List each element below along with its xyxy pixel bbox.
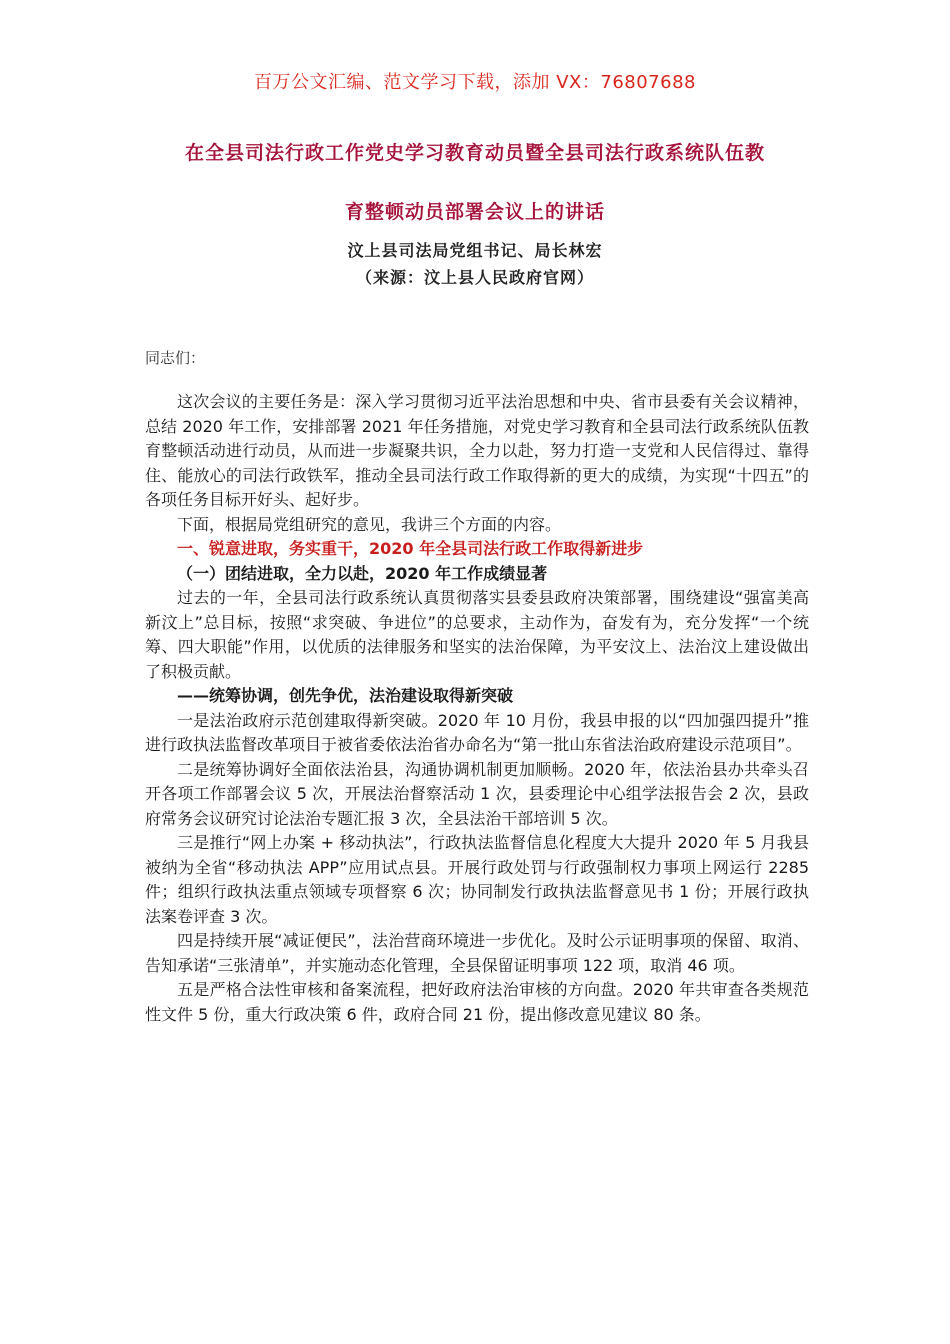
topic-heading-rule-of-law: ——统筹协调，创先争优，法治建设取得新突破 bbox=[177, 686, 514, 705]
paragraph-item-2: 二是统筹协调好全面依法治县，沟通协调机制更加顺畅。2020 年，依法治县办共牵头召开各项工作部署会议 5 次，开展法治督察活动 1 次，县委理论中心组学法报告会 2 次，县政府常务会议研究讨论法治专题汇报 3 次，全县法治干部培训 5 次。 bbox=[145, 759, 809, 828]
source-line: （来源：汶上县人民政府官网） bbox=[355, 268, 594, 287]
salutation: 同志们： bbox=[145, 349, 206, 367]
document-title-line-1: 在全县司法行政工作党史学习教育动员暨全县司法行政系统队伍教 bbox=[184, 142, 765, 164]
paragraph-outline: 下面，根据局党组研究的意见，我讲三个方面的内容。 bbox=[177, 514, 562, 534]
watermark-header: 百万公文汇编、范文学习下载，添加 VX：76807688 bbox=[254, 72, 696, 93]
paragraph-item-4: 四是持续开展“减证便民”，法治营商环境进一步优化。及时公示证明事项的保留、取消、告知承诺“三张清单”，并实施动态化管理，全县保留证明事项 122 项，取消 46 项。 bbox=[145, 931, 809, 975]
paragraph-item-1: 一是法治政府示范创建取得新突破。2020 年 10 月份，我县申报的以“四加强四提升”推进行政执法监督改革项目于被省委依法治省办命名为“第一批山东省法治政府建设示范项目”。 bbox=[145, 710, 809, 754]
author-line: 汶上县司法局党组书记、局长林宏 bbox=[347, 241, 603, 260]
subsection-heading-1: （一）团结进取，全力以赴，2020 年工作成绩显著 bbox=[177, 563, 548, 583]
section-heading-1: 一、锐意进取，务实重干，2020 年全县司法行政工作取得新进步 bbox=[177, 539, 644, 558]
paragraph-review: 过去的一年，全县司法行政系统认真贯彻落实县委县政府决策部署，围绕建设“强富美高新汶上”总目标，按照“求突破、争进位”的总要求，主动作为，奋发有为，充分发挥“一个统筹、四大职能”作用，以优质的法律服务和坚实的法治保障，为平安汶上、法治汶上建设做出了积极贡献。 bbox=[145, 588, 809, 681]
document-body bbox=[145, 390, 809, 1027]
paragraph-item-3: 三是推行“网上办案 + 移动执法”，行政执法监督信息化程度大大提升 2020 年 5 月我县被纳为全省“移动执法 APP”应用试点县。开展行政处罚与行政强制权力事项上网运行 2285 件；组织行政执法重点领域专项督察 6 次；协同制发行政执法监督意见书 1 份；开展行政执法案卷评查 3 次。 bbox=[145, 833, 809, 926]
paragraph-item-5: 五是严格合法性审核和备案流程，把好政府法治审核的方向盘。2020 年共审查各类规范性文件 5 份，重大行政决策 6 件，政府合同 21 份，提出修改意见建议 80 条。 bbox=[145, 980, 809, 1024]
paragraph-intro: 这次会议的主要任务是：深入学习贯彻习近平法治思想和中央、省市县委有关会议精神，总结 2020 年工作，安排部署 2021 年任务措施，对党史学习教育和全县司法行政系统队伍教育整顿活动进行动员，从而进一步凝聚共识，全力以赴，努力打造一支党和人民信得过、靠得住、能放心的司法行政铁军，推动全县司法行政工作取得新的更大的成绩，为实现“十四五”的各项任务目标开好头、起好步。 bbox=[145, 392, 809, 509]
document-title-line-2: 育整顿动员部署会议上的讲话 bbox=[344, 201, 605, 223]
